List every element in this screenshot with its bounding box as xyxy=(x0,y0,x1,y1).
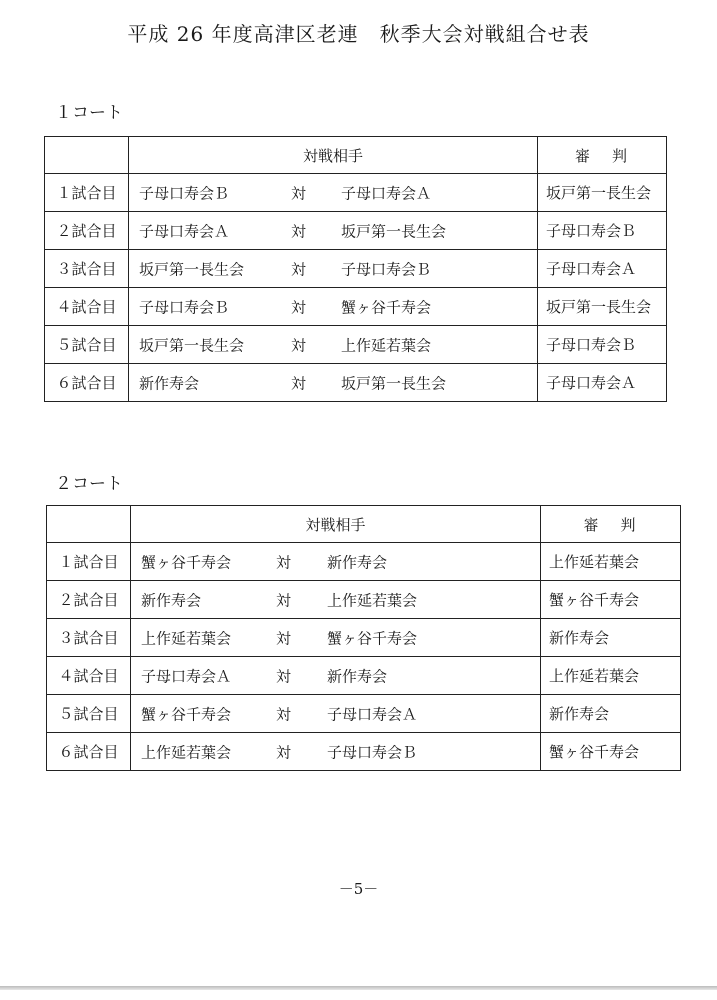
vs-label: 対 xyxy=(291,184,307,202)
table-row xyxy=(47,581,681,619)
team-a: 子母口寿会Ｂ xyxy=(139,298,230,316)
vs-label: 対 xyxy=(291,298,307,316)
table-row xyxy=(45,364,667,402)
team-b: 子母口寿会Ｂ xyxy=(327,743,418,761)
team-b: 蟹ヶ谷千寿会 xyxy=(327,629,418,647)
table-row xyxy=(45,174,667,212)
table-row xyxy=(47,543,681,581)
match-cell xyxy=(131,581,541,619)
team-a: 坂戸第一長生会 xyxy=(139,336,245,354)
team-a: 子母口寿会Ａ xyxy=(139,222,230,240)
game-header-cell xyxy=(45,137,129,174)
game-header-cell xyxy=(47,506,131,543)
game-number: ６試合目 xyxy=(47,733,131,771)
vs-label: 対 xyxy=(276,591,292,609)
court-2-heading: ２コート xyxy=(55,474,123,494)
table-row xyxy=(45,212,667,250)
team-a: 蟹ヶ谷千寿会 xyxy=(141,705,232,723)
game-number: ３試合目 xyxy=(47,619,131,657)
referee-header: 審判 xyxy=(538,137,667,174)
match-cell xyxy=(131,543,541,581)
match-cell xyxy=(129,326,538,364)
vs-label: 対 xyxy=(276,705,292,723)
game-number: ５試合目 xyxy=(47,695,131,733)
team-a: 上作延若葉会 xyxy=(141,743,232,761)
referee: 蟹ヶ谷千寿会 xyxy=(541,733,681,771)
match-header: 対戦相手 xyxy=(131,506,541,543)
team-b: 坂戸第一長生会 xyxy=(341,222,447,240)
vs-label: 対 xyxy=(276,553,292,571)
game-number: １試合目 xyxy=(45,174,129,212)
referee: 新作寿会 xyxy=(541,619,681,657)
match-cell xyxy=(129,288,538,326)
referee: 蟹ヶ谷千寿会 xyxy=(541,581,681,619)
team-b: 子母口寿会Ａ xyxy=(327,705,418,723)
match-header: 対戦相手 xyxy=(129,137,538,174)
referee: 坂戸第一長生会 xyxy=(538,288,667,326)
referee: 坂戸第一長生会 xyxy=(538,174,667,212)
vs-label: 対 xyxy=(276,743,292,761)
court-2-table xyxy=(46,505,681,771)
referee-header: 審判 xyxy=(541,506,681,543)
vs-label: 対 xyxy=(291,336,307,354)
table-header-row xyxy=(47,506,681,543)
match-cell xyxy=(129,250,538,288)
game-number: ５試合目 xyxy=(45,326,129,364)
team-b: 新作寿会 xyxy=(327,667,388,685)
team-a: 子母口寿会Ａ xyxy=(141,667,232,685)
match-cell xyxy=(131,733,541,771)
vs-label: 対 xyxy=(291,374,307,392)
page-title: 平成 26 年度高津区老連 秋季大会対戦組合せ表 xyxy=(127,22,590,46)
table-header-row xyxy=(45,137,667,174)
team-a: 子母口寿会Ｂ xyxy=(139,184,230,202)
referee: 新作寿会 xyxy=(541,695,681,733)
referee: 上作延若葉会 xyxy=(541,543,681,581)
table-row xyxy=(45,288,667,326)
table-row xyxy=(45,250,667,288)
team-b: 蟹ヶ谷千寿会 xyxy=(341,298,432,316)
court-1-heading: １コート xyxy=(55,103,123,123)
referee: 上作延若葉会 xyxy=(541,657,681,695)
match-cell xyxy=(131,695,541,733)
match-cell xyxy=(131,657,541,695)
table-row xyxy=(47,657,681,695)
referee: 子母口寿会Ｂ xyxy=(538,212,667,250)
match-cell xyxy=(131,619,541,657)
scan-edge-divider xyxy=(0,986,717,990)
vs-label: 対 xyxy=(291,260,307,278)
table-row xyxy=(47,619,681,657)
game-number: ２試合目 xyxy=(45,212,129,250)
referee: 子母口寿会Ａ xyxy=(538,364,667,402)
game-number: ２試合目 xyxy=(47,581,131,619)
team-b: 上作延若葉会 xyxy=(341,336,432,354)
team-b: 上作延若葉会 xyxy=(327,591,418,609)
court-1-table xyxy=(44,136,667,402)
team-b: 坂戸第一長生会 xyxy=(341,374,447,392)
team-b: 新作寿会 xyxy=(327,553,388,571)
match-cell xyxy=(129,174,538,212)
game-number: ６試合目 xyxy=(45,364,129,402)
team-a: 新作寿会 xyxy=(139,374,200,392)
table-row xyxy=(47,733,681,771)
table-row xyxy=(45,326,667,364)
team-b: 子母口寿会Ｂ xyxy=(341,260,432,278)
team-a: 坂戸第一長生会 xyxy=(139,260,245,278)
game-number: １試合目 xyxy=(47,543,131,581)
team-a: 蟹ヶ谷千寿会 xyxy=(141,553,232,571)
vs-label: 対 xyxy=(291,222,307,240)
table-row xyxy=(47,695,681,733)
referee: 子母口寿会Ｂ xyxy=(538,326,667,364)
referee: 子母口寿会Ａ xyxy=(538,250,667,288)
game-number: ４試合目 xyxy=(45,288,129,326)
team-a: 新作寿会 xyxy=(141,591,202,609)
team-a: 上作延若葉会 xyxy=(141,629,232,647)
vs-label: 対 xyxy=(276,667,292,685)
team-b: 子母口寿会Ａ xyxy=(341,184,432,202)
page-number: －5－ xyxy=(338,880,379,898)
match-cell xyxy=(129,364,538,402)
game-number: ４試合目 xyxy=(47,657,131,695)
vs-label: 対 xyxy=(276,629,292,647)
game-number: ３試合目 xyxy=(45,250,129,288)
match-cell xyxy=(129,212,538,250)
